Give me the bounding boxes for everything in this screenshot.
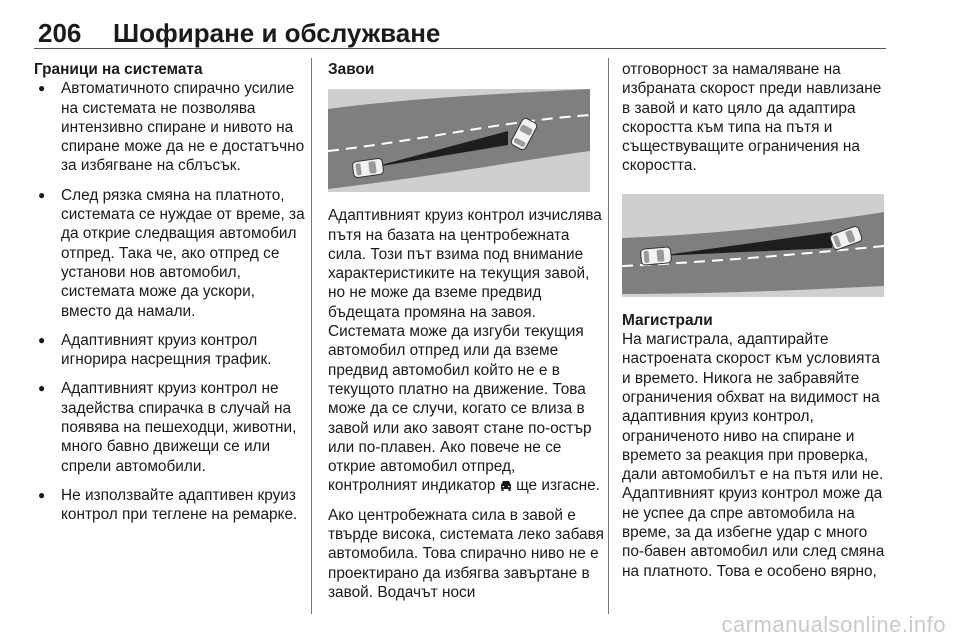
watermark: carmanualsonline.info bbox=[721, 612, 946, 637]
list-item: ● Не използвайте адаптивен круиз контрол при теглене на ремарке. bbox=[34, 486, 306, 525]
limits-list bbox=[34, 79, 306, 524]
list-item: ● Адаптивният круиз контрол игнорира насрещния трафик. bbox=[34, 331, 306, 370]
own-car-icon bbox=[640, 247, 671, 266]
highways-paragraph: На магистрала, адаптирайте настроената скорост към условията и времето. Никога не забравяйте ограничения обхват на видимост на адаптивния круиз контрол, ограниченото ниво на спиране и времето за реакция при проверка, дали автомобилът е на пътя или не. Адаптивният круиз контрол може да не успее да спре автомобила на време, за да избегне удар с много по-бавен автомобил или след смяна на платното. Това е особено вярно, bbox=[622, 331, 885, 580]
highway-road-illustration bbox=[622, 194, 884, 297]
vehicle-ahead-indicator-icon bbox=[500, 480, 512, 491]
middle-column bbox=[328, 60, 604, 602]
curve-road-illustration bbox=[328, 89, 590, 192]
curves-paragraph-1: Адаптивният круиз контрол изчислява пътя на базата на центробежната сила. Този път взима под внимание характеристиките на текущия завой, но не може да вземе предвид бъдещата промяна на завоя. Системата може да изгуби текущия автомобил отпред или да вземе предвид автомобил който не е в текущото платно на движение. Това може да се случи, когато се влиза в завой или ако завоят стане по-остър или по-плавен. Ако повече не се открие автомобил отпред, контролният индикатор ще изгасне. bbox=[328, 207, 602, 495]
own-car-icon bbox=[352, 158, 384, 178]
curves-paragraph-3: отговорност за намаляване на избраната скорост преди навлизане в завой и като цяло да адаптира скоростта към типа на пътя и съществуващите ограничения на скоростта. bbox=[622, 61, 882, 175]
section-title-highways: Магистрали bbox=[622, 311, 713, 329]
list-item: ● Автоматичното спирачно усилие на системата не позволява интензивно спиране и нивото на спиране може да не е достатъчно за избягване на сблъсък. bbox=[34, 79, 306, 175]
column-divider bbox=[608, 58, 609, 614]
section-title-system-limits: Граници на системата bbox=[34, 61, 203, 78]
page-number: 206 bbox=[38, 18, 82, 48]
running-title: Шофиране и обслужване bbox=[113, 18, 441, 48]
curves-paragraph-2: Ако центробежната сила в завой е твърде висока, системата леко забавя автомобила. Това спирачно ниво не е проектирано да избягва завъртане в завой. Водачът носи bbox=[328, 506, 604, 601]
right-column bbox=[622, 60, 888, 581]
column-divider bbox=[311, 58, 312, 614]
header-rule bbox=[34, 48, 886, 49]
left-column bbox=[34, 60, 306, 535]
list-item: ● Адаптивният круиз контрол не задейства спирачка в случай на появява на пешеходци, животни, много бавно движещи се или спрели автомобили. bbox=[34, 379, 306, 475]
section-title-curves: Завои bbox=[328, 61, 375, 78]
list-item: ● След рязка смяна на платното, системата се нуждае от време, за да открие следващия автомобил отпред. Така че, ако отпред се установи нов автомобил, системата може да ускори, вместо да намали. bbox=[34, 186, 306, 321]
